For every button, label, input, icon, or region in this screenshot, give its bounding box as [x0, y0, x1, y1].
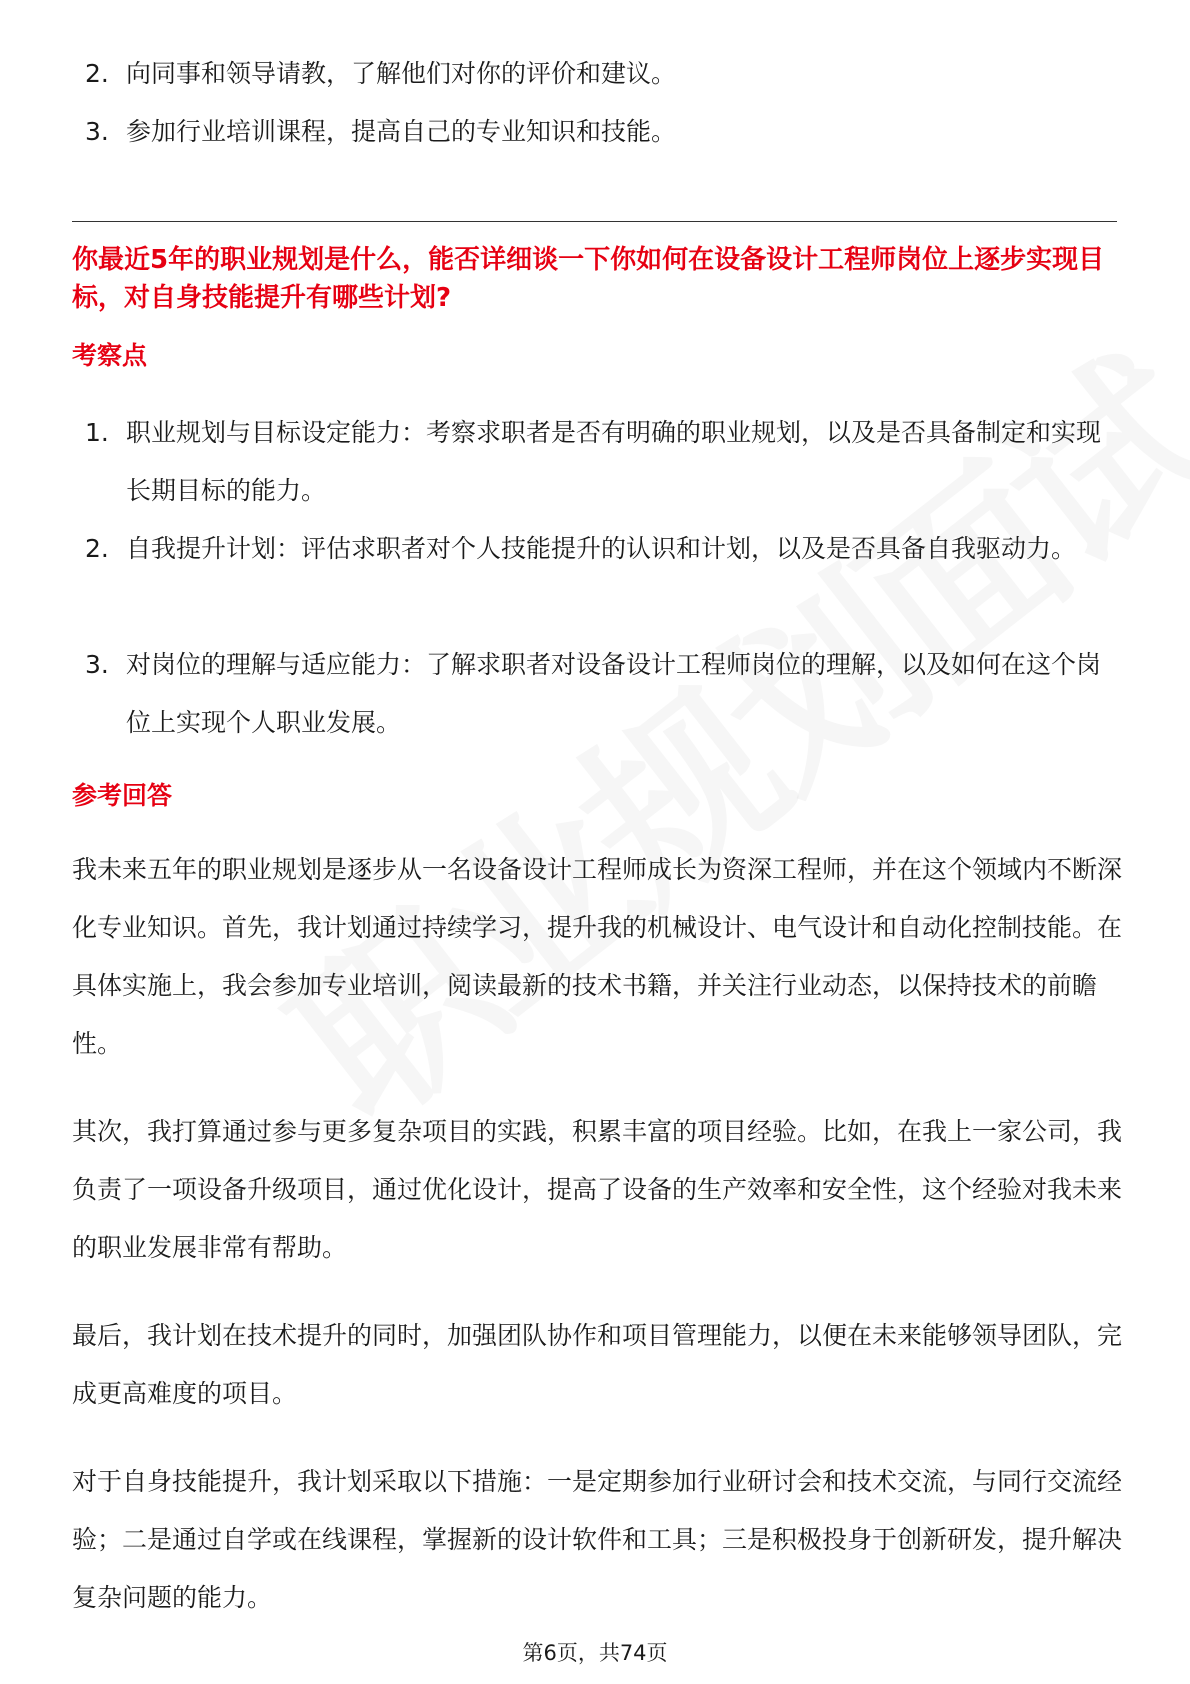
answer-paragraph: 我未来五年的职业规划是逐步从一名设备设计工程师成长为资深工程师，并在这个领域内不断深化专业知识。首先，我计划通过持续学习，提升我的机械设计、电气设计和自动化控制技能。在具体实施上，我会参加专业培训，阅读最新的技术书籍，并关注行业动态，以保持技术的前瞻性。 [72, 855, 1123, 1058]
list-text: 向同事和领导请教，了解他们对你的评价和建议。 [126, 59, 677, 88]
page-footer: 第6页，共74页 [522, 1641, 668, 1665]
list-number: 2. [85, 534, 109, 563]
list-number: 1. [85, 418, 109, 447]
list-number: 2. [85, 59, 109, 88]
section-title-kaocha: 考察点 [72, 341, 148, 370]
answer-paragraph: 其次，我打算通过参与更多复杂项目的实践，积累丰富的项目经验。比如，在我上一家公司，我负责了一项设备升级项目，通过优化设计，提高了设备的生产效率和安全性，这个经验对我未来的职业发展非常有帮助。 [72, 1117, 1123, 1262]
section-divider [72, 221, 1117, 222]
list-text: 对岗位的理解与适应能力：了解求职者对设备设计工程师岗位的理解，以及如何在这个岗位上实现个人职业发展。 [126, 650, 1102, 737]
question-heading: 你最近5年的职业规划是什么，能否详细谈一下你如何在设备设计工程师岗位上逐步实现目标，对自身技能提升有哪些计划? [72, 245, 1105, 313]
list-text: 自我提升计划：评估求职者对个人技能提升的认识和计划，以及是否具备自我驱动力。 [126, 534, 1077, 563]
list-text: 参加行业培训课程，提高自己的专业知识和技能。 [126, 117, 677, 146]
section-title-answer: 参考回答 [72, 781, 173, 810]
list-text: 职业规划与目标设定能力：考察求职者是否有明确的职业规划，以及是否具备制定和实现长期目标的能力。 [126, 418, 1102, 505]
answer-paragraph: 对于自身技能提升，我计划采取以下措施：一是定期参加行业研讨会和技术交流，与同行交流经验；二是通过自学或在线课程，掌握新的设计软件和工具；三是积极投身于创新研发，提升解决复杂问题的能力。 [72, 1467, 1123, 1612]
answer-paragraph: 最后，我计划在技术提升的同时，加强团队协作和项目管理能力，以便在未来能够领导团队，完成更高难度的项目。 [72, 1321, 1123, 1408]
list-number: 3. [85, 117, 109, 146]
list-number: 3. [85, 650, 109, 679]
